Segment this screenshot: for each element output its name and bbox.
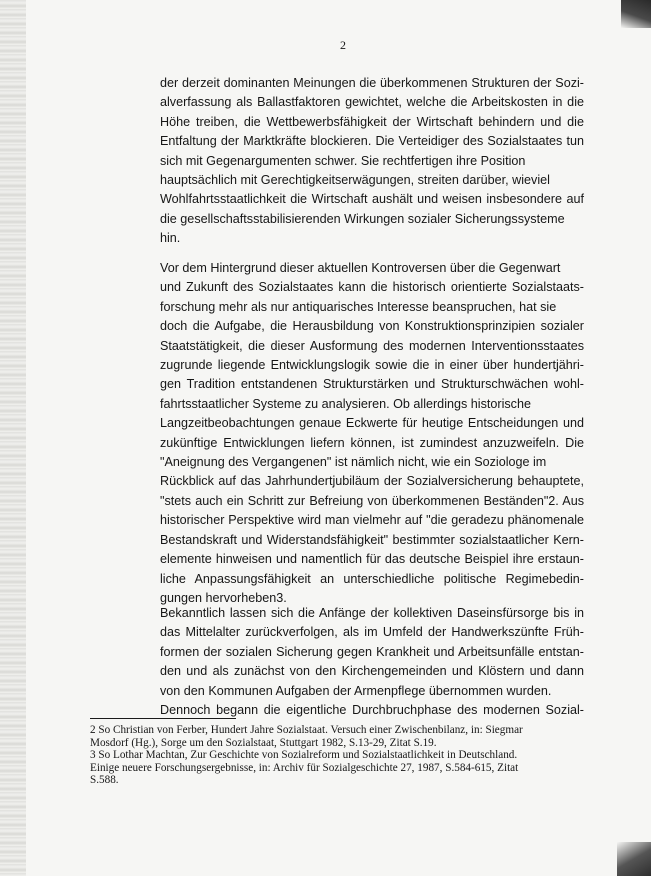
text-line: Dennoch begann die eigentliche Durchbruchphase des modernen Sozial- — [160, 703, 584, 718]
text-line: alverfassung als Ballastfaktoren gewichtet, welche die Arbeitskosten in die — [160, 95, 584, 110]
text-line: historischer Perspektive wird man vielmehr auf "die geradezu phänomenale — [160, 513, 584, 528]
text-line: doch die Aufgabe, die Herausbildung von Konstruktionsprinzipien sozialer — [160, 319, 584, 334]
footnote-line: 2 So Christian von Ferber, Hundert Jahre Sozialstaat. Versuch einer Zwischenbilanz, in: Siegmar — [90, 724, 523, 736]
text-line: gen Tradition entstandenen Strukturstärken und Strukturschwächen wohl- — [160, 377, 584, 392]
text-line: Bestandskraft und Widerstandsfähigkeit" bestimmter sozialstaatlicher Kern- — [160, 532, 584, 547]
text-line: formen der sozialen Sicherung gegen Krankheit und Arbeitsunfälle entstan- — [160, 644, 584, 659]
text-line: hin. — [160, 231, 181, 246]
text-line: das Mittelalter zurückverfolgen, als im Umfeld der Handwerkszünfte Früh- — [160, 625, 584, 640]
footnote-line: Mosdorf (Hg.), Sorge um den Sozialstaat, Stuttgart 1982, S.13-29, Zitat S.19. — [90, 736, 437, 749]
scan-edge-shadow — [0, 0, 26, 876]
text-line: und Zukunft des Sozialstaates kann die historisch orientierte Sozialstaats- — [160, 280, 584, 295]
text-line: Vor dem Hintergrund dieser aktuellen Kontroversen über die Gegenwart — [160, 261, 561, 275]
text-line: zugrunde liegende Entwicklungslogik sowie die in einer über hundertjähri- — [160, 358, 584, 373]
text-line: Entfaltung der Marktkräfte blockieren. Die Verteidiger des Sozialstaates tun — [160, 134, 584, 149]
footnote-line: Einige neuere Forschungsergebnisse, in: Archiv für Sozialgeschichte 27, 1987, S.584-615, Zitat — [90, 761, 519, 774]
paragraph-2 — [160, 259, 584, 608]
text-line: fahrtsstaatlicher Systeme zu analysieren. Ob allerdings historische — [160, 396, 531, 411]
text-line: "stets auch ein Schritt zur Befreiung von überkommenen Beständen"2. Aus — [160, 493, 584, 508]
paragraph-3 — [160, 604, 584, 720]
text-line: Bekanntlich lassen sich die Anfänge der kollektiven Daseinsfürsorge bis in — [160, 606, 584, 620]
footnote-divider — [90, 718, 236, 719]
page-number: 2 — [340, 38, 346, 52]
text-line: den und als zunächst von den Kirchengemeinden und Klöstern und dann — [160, 664, 584, 679]
text-line: zukünftige Entwicklungen liefern können, ist zumindest anzuzweifeln. Die — [160, 435, 584, 450]
text-line: Höhe treiben, die Wettbewerbsfähigkeit der Wirtschaft behindern und die — [160, 114, 584, 129]
text-line: hauptsächlich mit Gerechtigkeitserwägungen, streiten darüber, wieviel — [160, 173, 550, 188]
paragraph-1 — [160, 74, 584, 249]
text-line: die gesellschaftsstabilisierenden Wirkungen sozialer Sicherungssysteme — [160, 211, 565, 226]
scan-corner-mark-bottom — [617, 842, 651, 876]
text-line: gungen hervorheben3. — [160, 590, 287, 605]
text-line: elemente hinweisen und namentlich für das deutsche Beispiel ihre erstaun- — [160, 552, 584, 567]
text-line: forschung mehr als nur antiquarisches Interesse beanspruchen, hat sie — [160, 299, 557, 314]
text-line: sich mit Gegenargumenten schwer. Sie rechtfertigen ihre Position — [160, 153, 526, 168]
text-line: der derzeit dominanten Meinungen die überkommenen Strukturen der Sozi- — [160, 76, 584, 90]
text-line: Wohlfahrtsstaatlichkeit die Wirtschaft aushält und weisen insbesondere auf — [160, 192, 584, 207]
text-line: Langzeitbeobachtungen genaue Eckwerte für heutige Entscheidungen und — [160, 416, 584, 431]
text-line: liche Anpassungsfähigkeit an unterschiedliche politische Regimebedin- — [160, 571, 584, 586]
text-line: Rückblick auf das Jahrhundertjubiläum der Sozialversicherung behauptete, — [160, 474, 584, 489]
scan-corner-mark-top — [621, 0, 651, 28]
footnotes — [90, 724, 585, 787]
text-line: "Aneignung des Vergangenen" ist nämlich nicht, wie ein Soziologe im — [160, 455, 547, 470]
footnote-line: 3 So Lothar Machtan, Zur Geschichte von Sozialreform und Sozialstaatlichkeit in Deutschland. — [90, 749, 518, 762]
text-line: von den Kommunen Aufgaben der Armenpflege übernommen wurden. — [160, 683, 552, 698]
text-line: Staatstätigkeit, die dieser Ausformung des modernen Interventionsstaates — [160, 338, 584, 353]
footnote-line: S.588. — [90, 774, 119, 787]
